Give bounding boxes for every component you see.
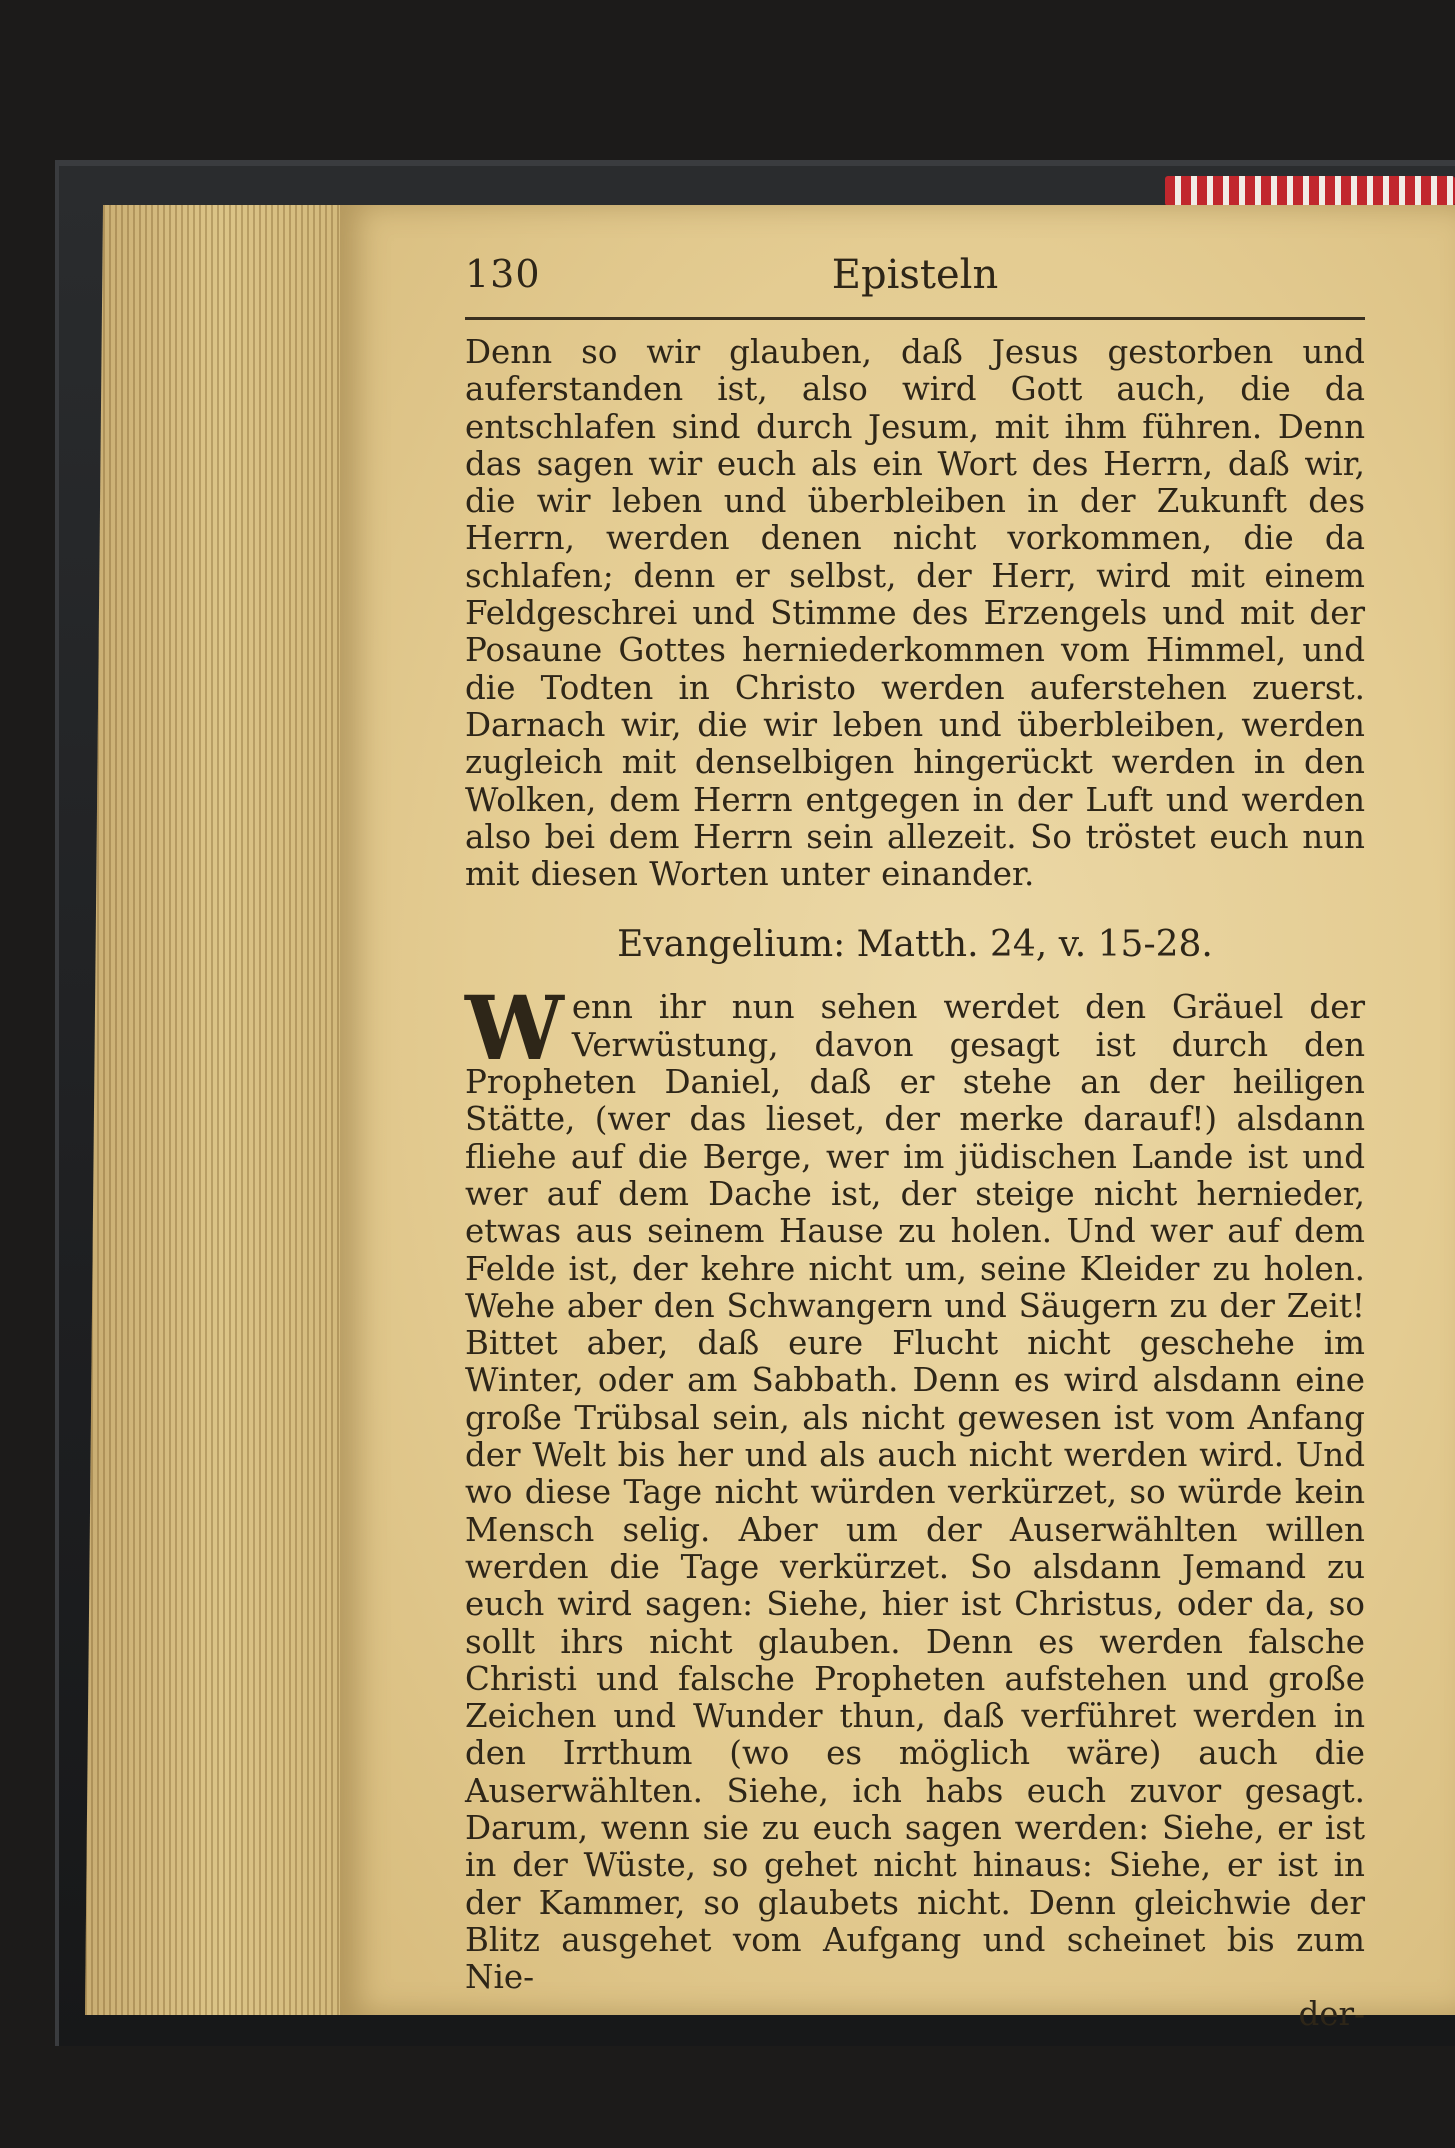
epistle-paragraph: Denn so wir glauben, daß Jesus gestorben und auferstanden ist, also wird Gott auch, die da entschlafen sind durch Jesum, mit ihm führen. Denn das sagen wir euch als ein Wort des Herrn, daß wir, die wir leben und überbleiben in der Zukunft des Herrn, werden denen nicht vorkommen, die da schlafen; denn er selbst, der Herr, wird mit einem Feldgeschrei und Stimme des Erzengels und mit der Posaune Gottes herniederkommen vom Himmel, und die Todten in Christo werden auferstehen zuerst. Darnach wir, die wir leben und überbleiben, werden zugleich mit denselbigen hingerückt werden in den Wolken, dem Herrn entgegen in der Luft und werden also bei dem Herrn sein allezeit. So tröstet euch nun mit diesen Worten unter einander.: [465, 333, 1365, 894]
page-header: [465, 252, 1365, 317]
gospel-paragraph: enn ihr nun sehen werdet den Gräuel der Verwüstung, davon gesagt ist durch den Propheten Daniel, daß er stehe an der heiligen Stätte, (wer das lieset, der merke darauf!) alsdann fliehe auf die Berge, wer im jüdischen Lande ist und wer auf dem Dache ist, der steige nicht hernieder, etwas aus seinem Hause zu holen. Und wer auf dem Felde ist, der kehre nicht um, seine Kleider zu holen. Wehe aber den Schwangern und Säugern zu der Zeit! Bittet aber, daß eure Flucht nicht geschehe im Winter, oder am Sabbath. Denn es wird alsdann eine große Trübsal sein, als nicht gewesen ist vom Anfang der Welt bis her und als auch nicht werden wird. Und wo diese Tage nicht würden verkürzet, so würde kein Mensch selig. Aber um der Auserwählten willen werden die Tage verkürzet. So alsdann Jemand zu euch wird sagen: Siehe, hier ist Christus, oder da, so sollt ihrs nicht glauben. Denn es werden falsche Christi und falsche Propheten aufstehen und große Zeichen und Wunder thun, daß verführet werden in den Irrthum (wo es möglich wäre) auch die Auserwählten. Siehe, ich habs euch zuvor gesagt. Darum, wenn sie zu euch sagen werden: Siehe, er ist in der Wüste, so gehet nicht hinaus: Siehe, er ist in der Kammer, so glaubets nicht. Denn gleichwie der Blitz ausgehet vom Aufgang und scheinet bis zum Nie-: [465, 988, 1365, 1997]
header-rule: [465, 317, 1365, 320]
bookmark-ribbon: [1165, 176, 1455, 206]
running-title: Episteln: [831, 252, 999, 298]
page-number: 130: [465, 252, 541, 296]
catchword: der-: [1298, 1995, 1365, 2034]
gospel-heading: Evangelium: Matth. 24, v. 15-28.: [617, 924, 1213, 966]
gospel-block: [465, 976, 1365, 1997]
page-content: [465, 252, 1365, 2034]
drop-cap: W: [465, 976, 564, 1081]
